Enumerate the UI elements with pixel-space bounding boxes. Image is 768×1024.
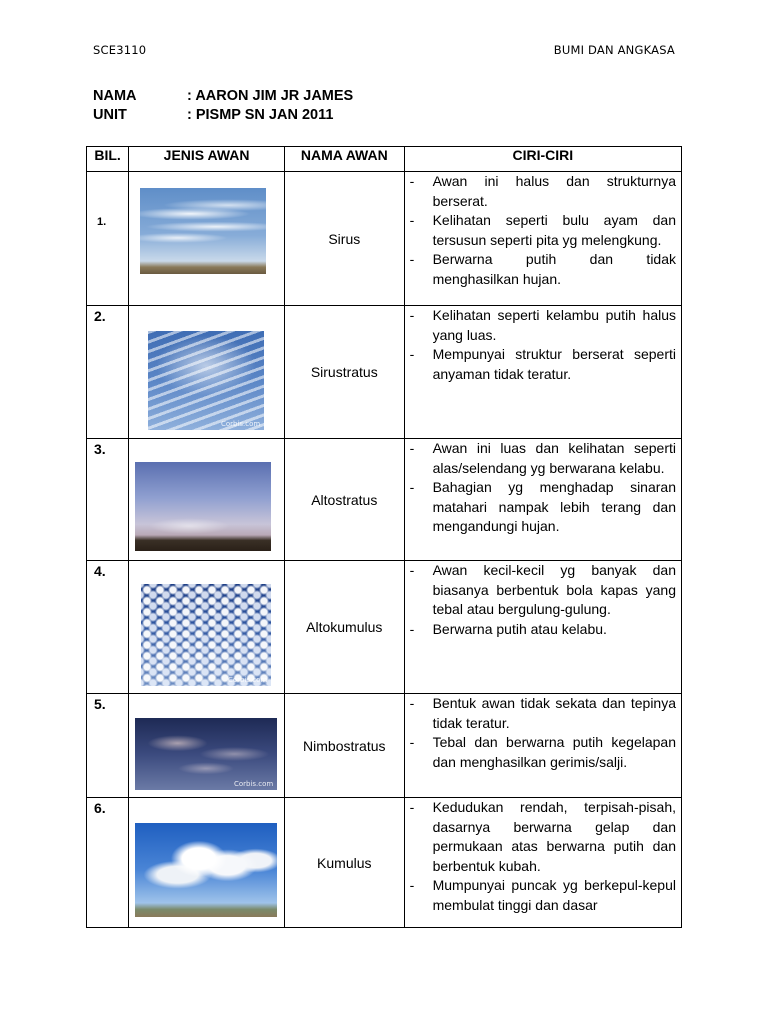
characteristics-cell bbox=[404, 694, 681, 798]
unit-line bbox=[93, 107, 333, 123]
header-nama-awan: NAMA AWAN bbox=[284, 147, 404, 172]
cloud-name: Sirus bbox=[284, 172, 404, 306]
name-line bbox=[93, 88, 353, 104]
characteristic-item: - Bentuk awan tidak sekata dan tepinya tidak teratur. bbox=[405, 694, 676, 733]
characteristic-item: - Kelihatan seperti kelambu putih halus yang luas. bbox=[405, 306, 676, 345]
unit-label: UNIT bbox=[93, 107, 127, 123]
cloud-image-cell bbox=[129, 306, 285, 439]
image-watermark: Corbis.com bbox=[220, 420, 261, 428]
cloud-name: Altostratus bbox=[284, 439, 404, 561]
nimbostratus-cloud-photo bbox=[135, 718, 277, 790]
header-jenis-awan: JENIS AWAN bbox=[129, 147, 285, 172]
row-number: 6. bbox=[87, 798, 129, 928]
name-label: NAMA bbox=[93, 88, 137, 104]
characteristic-item: - Berwarna putih atau kelabu. bbox=[405, 620, 676, 640]
characteristics-cell bbox=[404, 306, 681, 439]
table-row bbox=[87, 694, 682, 798]
altostratus-cloud-photo bbox=[135, 462, 271, 551]
altocumulus-cloud-photo bbox=[141, 584, 271, 686]
table-header-row bbox=[87, 147, 682, 172]
table-row bbox=[87, 439, 682, 561]
cloud-image-cell bbox=[129, 439, 285, 561]
cirrostratus-cloud-photo bbox=[148, 331, 264, 430]
table-row bbox=[87, 798, 682, 928]
header-ciri-ciri: CIRI-CIRI bbox=[404, 147, 681, 172]
cloud-table bbox=[86, 146, 682, 928]
cloud-name: Kumulus bbox=[284, 798, 404, 928]
characteristics-cell bbox=[404, 439, 681, 561]
cloud-name: Altokumulus bbox=[284, 561, 404, 694]
row-number: 2. bbox=[87, 306, 129, 439]
cirrus-cloud-photo bbox=[140, 188, 266, 274]
subject-title: BUMI DAN ANGKASA bbox=[553, 43, 675, 57]
unit-value: : PISMP SN JAN 2011 bbox=[187, 107, 334, 123]
row-number: 4. bbox=[87, 561, 129, 694]
cloud-image-cell bbox=[129, 798, 285, 928]
cloud-image-cell bbox=[129, 172, 285, 306]
characteristic-item: - Awan kecil-kecil yg banyak dan biasanya berbentuk bola kapas yang tebal atau bergulung-gulung. bbox=[405, 561, 676, 620]
cloud-name: Sirustratus bbox=[284, 306, 404, 439]
course-code: SCE3110 bbox=[93, 43, 147, 57]
cumulus-cloud-photo bbox=[135, 823, 277, 917]
cloud-name: Nimbostratus bbox=[284, 694, 404, 798]
characteristic-item: - Awan ini luas dan kelihatan seperti alas/selendang yg berwarana kelabu. bbox=[405, 439, 676, 478]
name-value: : AARON JIM JR JAMES bbox=[187, 88, 354, 104]
row-number: 3. bbox=[87, 439, 129, 561]
characteristic-item: - Awan ini halus dan strukturnya berserat. bbox=[405, 172, 676, 211]
cloud-image-cell bbox=[129, 561, 285, 694]
header-bil: BIL. bbox=[87, 147, 129, 172]
table-row bbox=[87, 306, 682, 439]
image-watermark: Corbis.com bbox=[233, 780, 274, 788]
row-number: 5. bbox=[87, 694, 129, 798]
characteristics-cell bbox=[404, 561, 681, 694]
characteristic-item: - Bahagian yg menghadap sinaran matahari nampak lebih terang dan mengandungi hujan. bbox=[405, 478, 676, 537]
table-row bbox=[87, 561, 682, 694]
cloud-image-cell bbox=[129, 694, 285, 798]
characteristics-cell bbox=[404, 172, 681, 306]
characteristic-item: - Tebal dan berwarna putih kegelapan dan menghasilkan gerimis/salji. bbox=[405, 733, 676, 772]
row-number: 1. bbox=[87, 172, 129, 306]
characteristic-item: - Kelihatan seperti bulu ayam dan tersusun seperti pita yg melengkung. bbox=[405, 211, 676, 250]
characteristic-item: - Kedudukan rendah, terpisah-pisah, dasarnya berwarna gelap dan permukaan atas berwarna putih dan berbentuk kubah. bbox=[405, 798, 676, 876]
characteristic-item: - Berwarna putih dan tidak menghasilkan hujan. bbox=[405, 250, 676, 289]
characteristic-item: - Mumpunyai puncak yg berkepul-kepul membulat tinggi dan dasar bbox=[405, 876, 676, 915]
characteristic-item: - Mempunyai struktur berserat seperti anyaman tidak teratur. bbox=[405, 345, 676, 384]
characteristics-cell bbox=[404, 798, 681, 928]
table-row bbox=[87, 172, 682, 306]
image-watermark: Corbis.com bbox=[227, 676, 268, 684]
